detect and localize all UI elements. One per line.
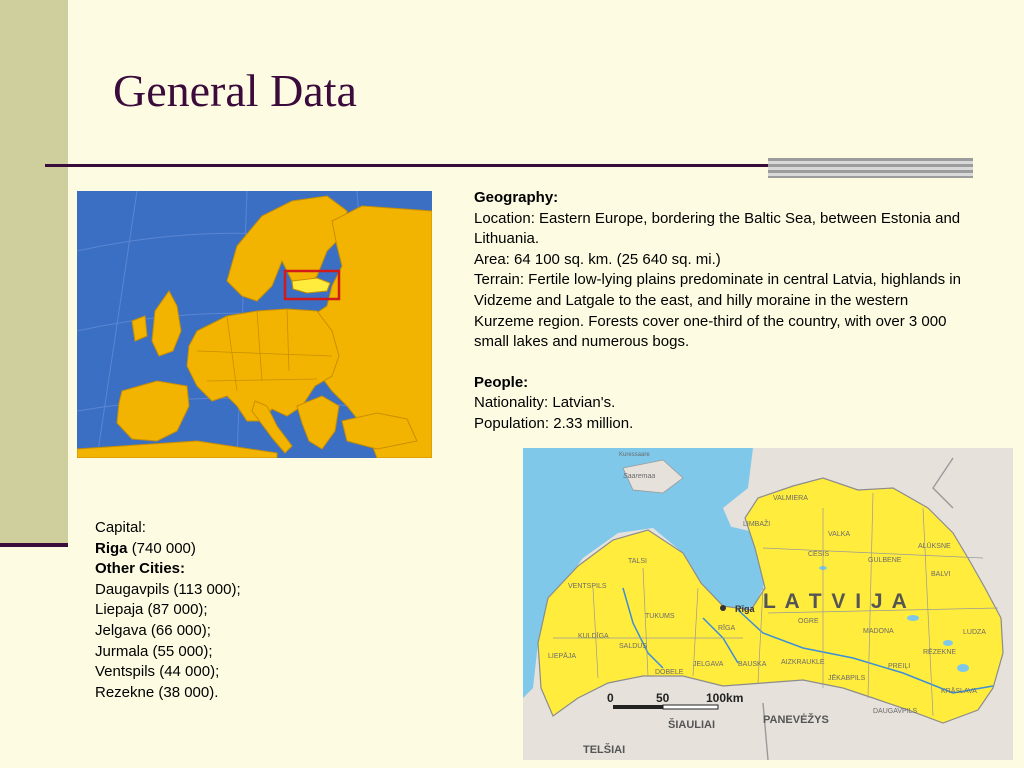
people-population: Population: 2.33 million. (474, 414, 634, 432)
geography-location: Location: Eastern Europe, bordering the Baltic Sea, between Estonia and Lithuania. (474, 209, 961, 248)
region-label: JELGAVA (693, 661, 724, 668)
region-label: JĒKABPILS (828, 675, 866, 682)
region-label: BALVI (931, 571, 951, 578)
region-label: PREIĻI (888, 663, 911, 670)
region-label: DAUGAVPILS (873, 708, 918, 715)
neighbor-label: TELŠIAI (583, 744, 626, 756)
scale-label: 100km (706, 691, 744, 705)
geography-terrain: Terrain: Fertile low-lying plains predominate in central Latvia, highlands in Vidzeme and Latgale to the east, and hilly moraine in the western Kurzeme region. Forests cover one-third of the country, with over 3 000 small lakes and numerous bogs. (474, 271, 961, 351)
region-label: GULBENE (868, 557, 902, 564)
region-label: BAUSKA (738, 661, 767, 668)
region-label: TALSI (628, 558, 647, 565)
region-label: KRĀSLAVA (941, 688, 977, 695)
geography-people-section (474, 188, 969, 435)
city-item: Daugavpils (113 000); (95, 580, 241, 598)
other-cities-label: Other Cities: (95, 560, 186, 578)
region-label: RĒZEKNE (923, 649, 957, 656)
capital-name: Riga (95, 539, 128, 557)
scale-label: 50 (656, 691, 670, 705)
people-nationality: Nationality: Latvian's. (474, 394, 616, 412)
country-name-label: L A T V I J A (763, 590, 909, 613)
city-item: Jurmala (55 000); (95, 642, 213, 660)
region-label: CĒSIS (808, 551, 830, 558)
cities-section (95, 518, 335, 703)
city-item: Liepaja (87 000); (95, 601, 208, 619)
region-label: DOBELE (655, 669, 684, 676)
kuressaare-label: Kuressaare (619, 452, 650, 458)
capital-label: Capital: (95, 519, 146, 536)
geography-heading: Geography: (474, 189, 559, 206)
region-label: LUDZA (963, 629, 986, 636)
region-label: TUKUMS (645, 613, 675, 620)
geography-area: Area: 64 100 sq. km. (25 640 sq. mi.) (474, 250, 721, 268)
region-label: MADONA (863, 628, 894, 635)
europe-locator-map (77, 191, 432, 458)
title-divider-accent (768, 158, 973, 178)
region-label: ALŪKSNE (918, 543, 951, 550)
scale-label: 0 (607, 691, 614, 705)
neighbor-label: PANEVĖŽYS (763, 714, 829, 726)
riga-marker (720, 605, 726, 611)
capital-population: (740 000) (131, 539, 196, 557)
capital-line (95, 539, 335, 560)
region-label: RĪGA (718, 625, 736, 632)
region-label: LIEPĀJA (548, 653, 577, 660)
neighbor-label: ŠIAULIAI (668, 719, 716, 731)
left-accent-rule (0, 543, 68, 547)
left-accent-band (0, 0, 68, 546)
region-label: AIZKRAUKLE (781, 659, 825, 666)
people-heading: People: (474, 373, 529, 391)
region-label: OGRE (798, 618, 819, 625)
region-label: VENTSPILS (568, 583, 607, 590)
region-label: VALKA (828, 531, 851, 538)
city-item: Rezekne (38 000). (95, 683, 219, 701)
riga-label: Rīga (735, 604, 755, 614)
region-label: SALDUS (619, 643, 648, 650)
region-label: VALMIERA (773, 495, 808, 502)
region-label: KULDĪGA (578, 633, 609, 640)
slide-title: General Data (113, 65, 357, 116)
region-label: LIMBAŽI (743, 521, 771, 528)
latvia-map (523, 448, 1013, 760)
saaremaa-label: Saaremaa (623, 473, 656, 480)
city-item: Ventspils (44 000); (95, 663, 220, 681)
city-item: Jelgava (66 000); (95, 621, 211, 639)
